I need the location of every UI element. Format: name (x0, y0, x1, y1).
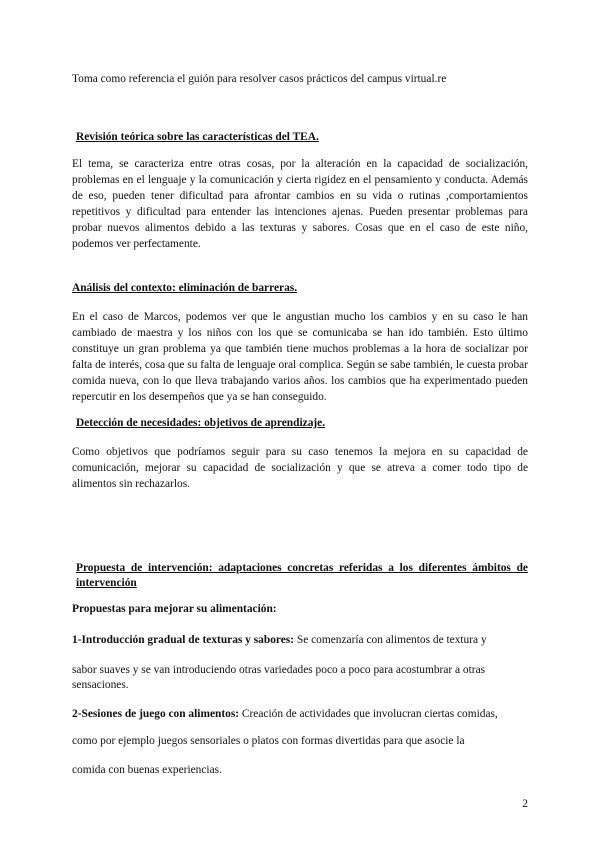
section-body-contexto: En el caso de Marcos, podemos ver que le angustian mucho los cambios y en su caso le han cambiado de maestra y los niños con los que se comunicaba se han ido también. Esto último constituye un gran problema ya que también tiene muchos problemas a la hora de socializar por falta de interés, cosa que su falta de lenguaje oral complica. Según se sabe también, le cuesta probar comida nueva, con lo que lleva trabajando varios años. los cambios que ha experimentado pueden repercutir en los desempeños que ya se han conseguido. (72, 311, 528, 403)
item-2-first-line (72, 707, 528, 722)
item-2-text: Creación de actividades que involucran ciertas comidas, (239, 708, 498, 720)
section-heading-contexto: Análisis del contexto: eliminación de barreras. (72, 282, 298, 294)
item-2-line-3: comida con buenas experiencias. (72, 764, 222, 776)
subheading-alimentacion: Propuestas para mejorar su alimentación: (72, 603, 277, 615)
item-2-line-2: como por ejemplo juegos sensoriales o platos con formas divertidas para que asocie la (72, 735, 465, 747)
intro-text: Toma como referencia el guión para resolver casos prácticos del campus virtual.re (72, 73, 447, 85)
section-body-necesidades: Como objetivos que podríamos seguir para su caso tenemos la mejora en su capacidad de comunicación, mejorar su capacidad de socialización y que se atreva a comer todo tipo de alimentos sin rechazarlos. (72, 446, 528, 490)
section-heading-tea: Revisión teórica sobre las características del TEA. (76, 131, 319, 143)
item-1-first-line (72, 633, 528, 648)
item-1-continuation: sabor suaves y se van introduciendo otras variedades poco a poco para acostumbrar a otras sensaciones. (72, 664, 486, 691)
section-body-tea: El tema, se caracteriza entre otras cosas, por la alteración en la capacidad de socialización, problemas en el lenguaje y la comunicación y cierta rigidez en el pensamiento y conducta. Además de eso, pueden tener dificultad para afrontar cambios en su vida o rutinas ,comportamientos repetitivos y dificultad para entender las intenciones ajenas. Pueden presentar problemas para probar nuevos alimentos debido a las texturas y sabores. Cosas que en el caso de este niño, podemos ver perfectamente. (72, 158, 528, 250)
item-2-title: 2-Sesiones de juego con alimentos: (72, 708, 240, 720)
section-heading-propuesta: Propuesta de intervención: adaptaciones concretas referidas a los diferentes ámbitos de intervención (76, 562, 528, 589)
page-number: 2 (522, 798, 528, 810)
section-heading-necesidades: Detección de necesidades: objetivos de aprendizaje. (76, 417, 326, 429)
item-1-title: 1-Introducción gradual de texturas y sabores: (72, 634, 295, 646)
item-1-text: Se comenzaría con alimentos de textura y (294, 634, 487, 646)
